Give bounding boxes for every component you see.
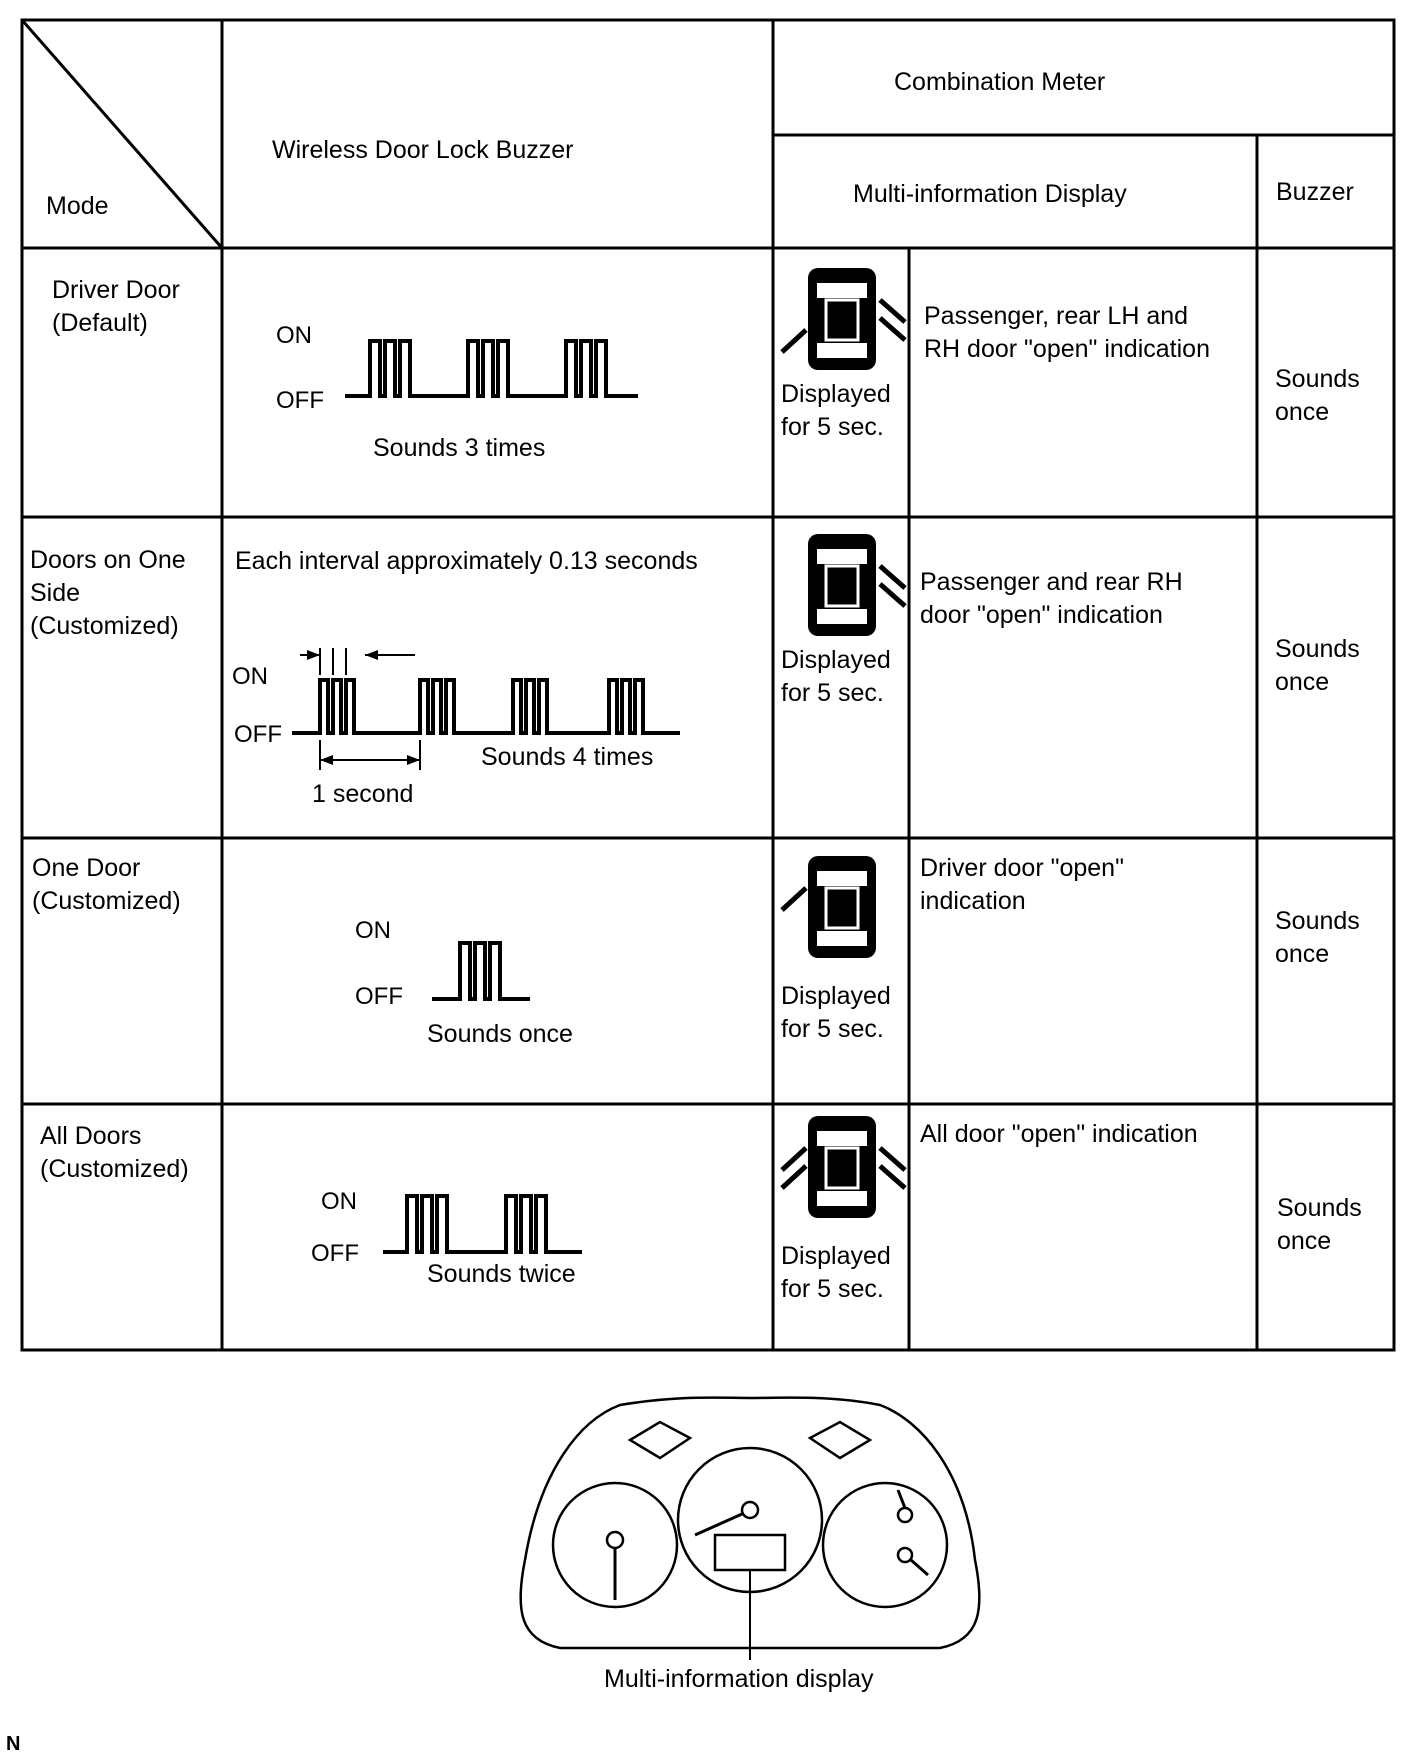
cluster-callout-label: Multi-information display — [604, 1665, 874, 1693]
row-1-mode: Driver Door (Default) — [52, 276, 180, 337]
row-2-on-label: ON — [232, 663, 268, 690]
row-3-indication: Driver door "open" indication — [920, 854, 1124, 915]
mode-header: Mode — [46, 192, 109, 220]
wireless-buzzer-header: Wireless Door Lock Buzzer — [272, 136, 574, 164]
row-1-on-label: ON — [276, 322, 312, 349]
row-4-icon-caption: Displayed for 5 sec. — [781, 1242, 891, 1303]
row-1-wave-caption: Sounds 3 times — [373, 434, 546, 462]
row-4-indication: All door "open" indication — [920, 1120, 1198, 1148]
row-3-off-label: OFF — [355, 983, 403, 1010]
row-2-period-label: 1 second — [312, 780, 414, 808]
row-1-buzzer: Sounds once — [1275, 365, 1360, 426]
row-4-on-label: ON — [321, 1188, 357, 1215]
row-2-indication: Passenger and rear RH door "open" indication — [920, 568, 1183, 629]
row-1-off-label: OFF — [276, 387, 324, 414]
corner-mark: N — [6, 1733, 21, 1755]
row-1-indication: Passenger, rear LH and RH door "open" indication — [924, 302, 1210, 363]
row-4-mode: All Doors (Customized) — [40, 1122, 189, 1183]
row-1-icon-caption: Displayed for 5 sec. — [781, 380, 891, 441]
row-2-icon-caption: Displayed for 5 sec. — [781, 646, 891, 707]
row-4-wave-caption: Sounds twice — [427, 1260, 576, 1288]
row-4-off-label: OFF — [311, 1240, 359, 1267]
buzzer-header: Buzzer — [1276, 178, 1354, 206]
row-3-icon-caption: Displayed for 5 sec. — [781, 982, 891, 1043]
row-3-buzzer: Sounds once — [1275, 907, 1360, 968]
row-3-wave-caption: Sounds once — [427, 1020, 573, 1048]
combination-meter-header: Combination Meter — [894, 68, 1106, 96]
multi-display-header: Multi-information Display — [853, 180, 1127, 208]
row-2-interval-note: Each interval approximately 0.13 seconds — [235, 547, 698, 575]
row-3-mode: One Door (Customized) — [32, 854, 181, 915]
row-2-buzzer: Sounds once — [1275, 635, 1360, 696]
row-2-off-label: OFF — [234, 721, 282, 748]
row-2-wave-caption: Sounds 4 times — [481, 743, 654, 771]
row-2-mode: Doors on One Side (Customized) — [30, 546, 186, 640]
row-3-on-label: ON — [355, 917, 391, 944]
row-4-buzzer: Sounds once — [1277, 1194, 1362, 1255]
